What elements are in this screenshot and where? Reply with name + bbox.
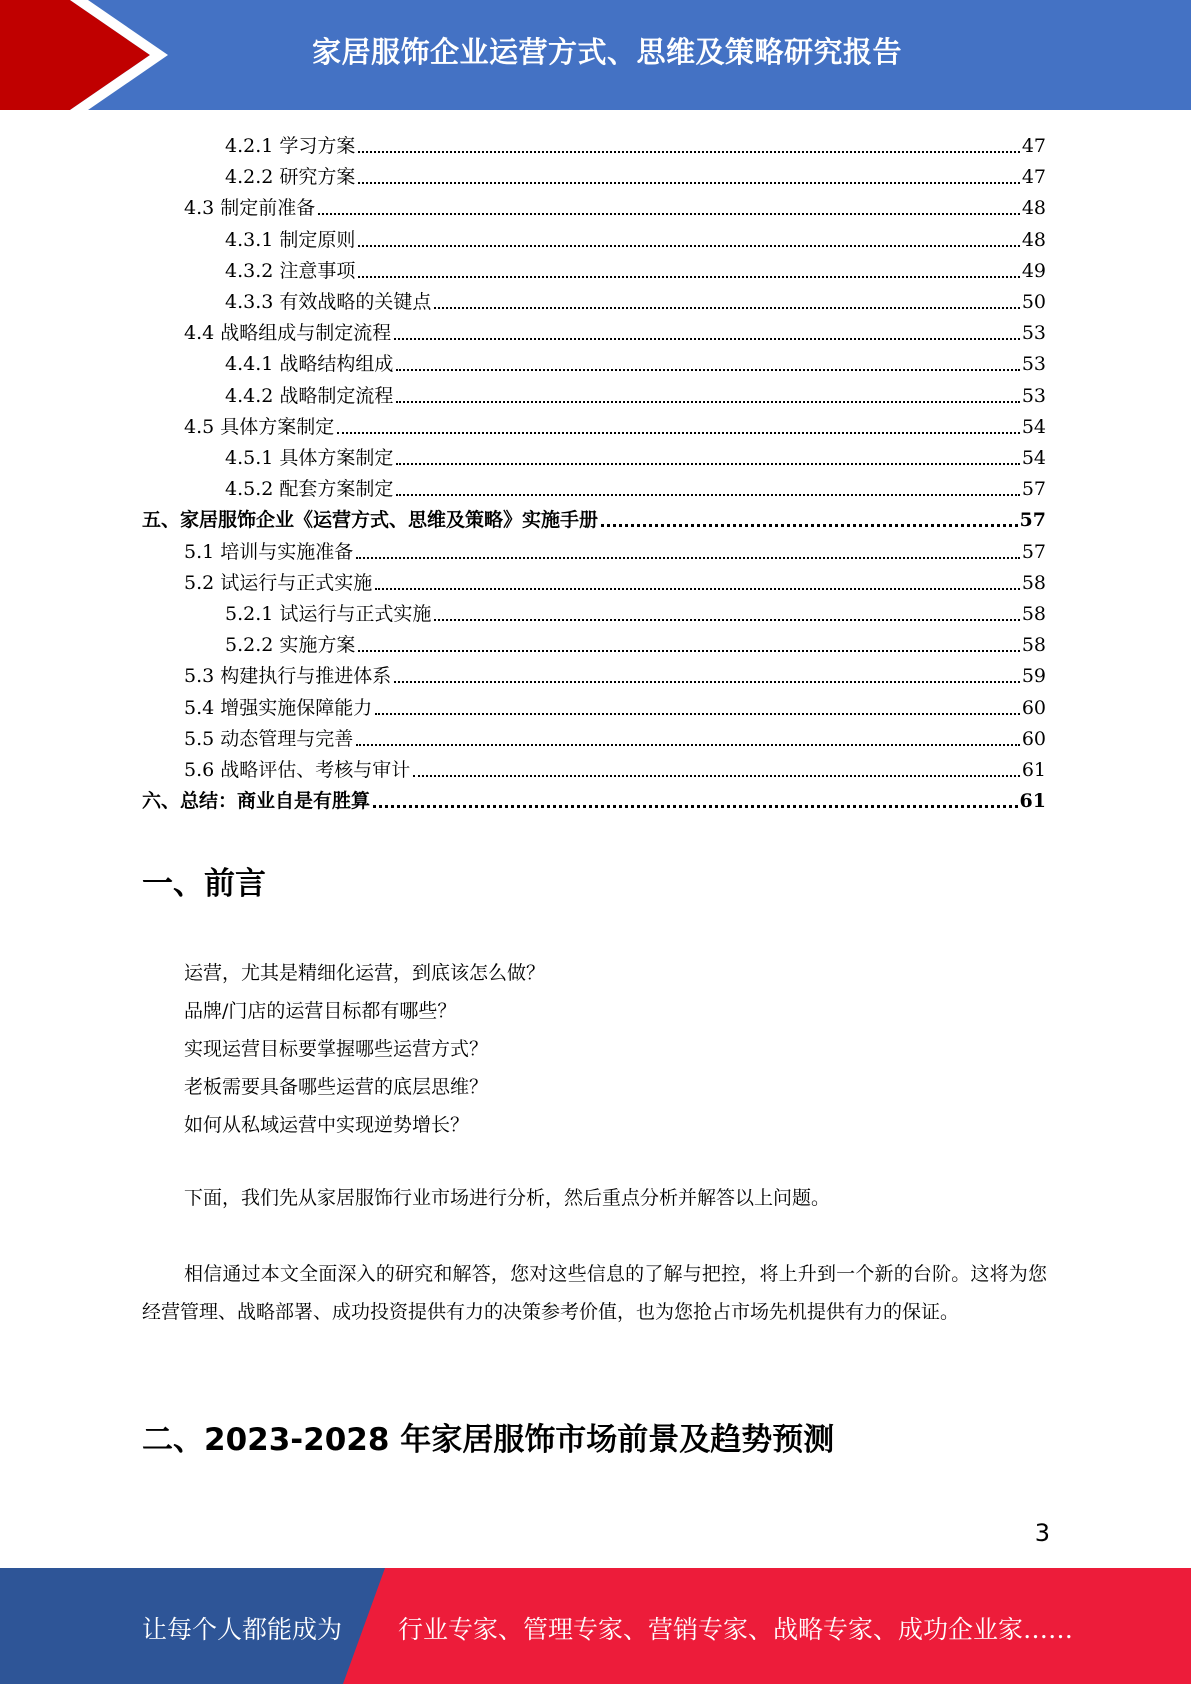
- toc-entry[interactable]: [184, 564, 1046, 595]
- toc-entry-page: 47: [1021, 166, 1046, 189]
- toc-dot-leader: [358, 245, 1019, 247]
- toc-entry-title: 4.5.1 具体方案制定: [225, 447, 394, 469]
- toc-entry-title: 5.5 动态管理与完善: [184, 727, 354, 750]
- header-banner: [0, 0, 1191, 110]
- toc-entry[interactable]: [142, 782, 1046, 813]
- toc-entry[interactable]: [225, 595, 1046, 626]
- footer-slogan-left: 让每个人都能成为: [142, 1615, 343, 1644]
- toc-entry[interactable]: [184, 314, 1046, 345]
- toc-dot-leader: [375, 713, 1020, 715]
- section-heading-market-forecast: 二、2023-2028 年家居服饰市场前景及趋势预测: [142, 1422, 835, 1458]
- toc-entry-page: 48: [1021, 197, 1046, 220]
- toc-entry-page: 48: [1021, 228, 1046, 251]
- toc-dot-leader: [358, 650, 1019, 652]
- toc-entry-page: 60: [1021, 727, 1046, 750]
- toc-entry-title: 4.3.2 注意事项: [225, 259, 356, 282]
- toc-entry-page: 53: [1021, 322, 1046, 345]
- toc-dot-leader: [396, 463, 1019, 465]
- toc-entry[interactable]: [184, 657, 1046, 688]
- toc-dot-leader: [413, 775, 1020, 777]
- toc-entry-page: 57: [1021, 478, 1046, 501]
- toc-entry-title: 5.2.2 实施方案: [225, 634, 356, 657]
- toc-entry-page: 49: [1021, 259, 1046, 282]
- toc-entry-title: 5.6 战略评估、考核与审计: [184, 759, 411, 781]
- toc-entry[interactable]: [184, 408, 1046, 439]
- toc-dot-leader: [356, 557, 1020, 559]
- toc-dot-leader: [318, 213, 1020, 215]
- toc-entry-page: 58: [1021, 571, 1046, 594]
- question-line: 老板需要具备哪些运营的底层思维？: [184, 1076, 489, 1098]
- toc-entry[interactable]: [184, 720, 1046, 751]
- toc-dot-leader: [356, 744, 1020, 746]
- toc-entry-title: 5.2.1 试运行与正式实施: [225, 603, 432, 625]
- toc-entry[interactable]: [184, 189, 1046, 220]
- toc-entry-title: 4.5 具体方案制定: [184, 415, 335, 438]
- toc-dot-leader: [358, 182, 1019, 184]
- toc-entry-title: 六、总结：商业自是有胜算: [142, 790, 371, 813]
- toc-entry[interactable]: [225, 252, 1046, 283]
- toc-dot-leader: [396, 401, 1019, 403]
- toc-entry-title: 4.4.1 战略结构组成: [225, 353, 394, 376]
- toc-entry-page: 57: [1019, 509, 1046, 532]
- toc-entry[interactable]: [225, 470, 1046, 501]
- body-paragraph: 相信通过本文全面深入的研究和解答，您对这些信息的了解与把控，将上升到一个新的台阶。这将为您经营管理、战略部署、成功投资提供有力的决策参考价值，也为您抢占市场先机提供有力的保证。: [142, 1263, 1047, 1323]
- toc-dot-leader: [358, 276, 1019, 278]
- toc-entry-page: 54: [1021, 447, 1046, 469]
- body-paragraph: 下面，我们先从家居服饰行业市场进行分析，然后重点分析并解答以上问题。: [184, 1187, 831, 1209]
- toc-dot-leader: [375, 588, 1020, 590]
- toc-entry[interactable]: [184, 533, 1046, 564]
- toc-entry[interactable]: [225, 626, 1046, 657]
- toc-entry-title: 5.4 增强实施保障能力: [184, 696, 373, 719]
- toc-entry-page: 53: [1021, 384, 1046, 407]
- toc-entry-title: 4.3 制定前准备: [184, 197, 316, 220]
- toc-entry-page: 61: [1021, 759, 1046, 781]
- toc-entry-title: 五、家居服饰企业《运营方式、思维及策略》实施手册: [142, 509, 599, 532]
- toc-dot-leader: [396, 494, 1019, 496]
- toc-dot-leader: [337, 432, 1020, 434]
- toc-entry-title: 5.2 试运行与正式实施: [184, 571, 373, 594]
- toc-entry-page: 50: [1021, 291, 1046, 313]
- toc-entry-page: 57: [1021, 540, 1046, 563]
- toc-entry-title: 5.3 构建执行与推进体系: [184, 665, 392, 688]
- toc-entry-page: 61: [1019, 790, 1046, 813]
- question-line: 实现运营目标要掌握哪些运营方式？: [184, 1038, 489, 1060]
- section-heading-preface: 一、前言: [142, 866, 266, 902]
- toc-entry-title: 4.3.3 有效战略的关键点: [225, 291, 432, 313]
- toc-entry-page: 47: [1021, 135, 1046, 157]
- toc-entry-page: 58: [1021, 634, 1046, 657]
- toc-entry-page: 59: [1021, 665, 1046, 688]
- toc-dot-leader: [434, 619, 1019, 621]
- page-number: 3: [1034, 1519, 1050, 1547]
- toc-entry[interactable]: [225, 158, 1046, 189]
- toc-entry-title: 4.3.1 制定原则: [225, 228, 356, 251]
- footer-banner: [0, 1568, 1191, 1684]
- toc-entry-page: 54: [1021, 415, 1046, 438]
- toc-entry-title: 4.5.2 配套方案制定: [225, 478, 394, 501]
- toc-entry-title: 5.1 培训与实施准备: [184, 540, 354, 563]
- toc-entry[interactable]: [225, 377, 1046, 408]
- toc-entry[interactable]: [225, 127, 1046, 158]
- header-title: 家居服饰企业运营方式、思维及策略研究报告: [311, 35, 902, 69]
- toc-entry[interactable]: [142, 501, 1046, 532]
- question-line: 品牌/门店的运营目标都有哪些？: [184, 1000, 457, 1022]
- toc-entry-title: 4.2.1 学习方案: [225, 135, 356, 157]
- toc-dot-leader: [358, 151, 1019, 153]
- question-line: 如何从私域运营中实现逆势增长？: [184, 1114, 470, 1136]
- question-line: 运营，尤其是精细化运营，到底该怎么做？: [184, 962, 546, 984]
- toc-entry[interactable]: [225, 345, 1046, 376]
- toc-entry[interactable]: [225, 283, 1046, 314]
- toc-dot-leader: [373, 805, 1018, 808]
- toc-entry-title: 4.2.2 研究方案: [225, 166, 356, 189]
- toc-entry-page: 53: [1021, 353, 1046, 376]
- toc-entry-page: 60: [1021, 696, 1046, 719]
- toc-dot-leader: [434, 307, 1019, 309]
- toc-dot-leader: [601, 524, 1018, 527]
- toc-entry[interactable]: [225, 439, 1046, 470]
- footer-slogan-right: 行业专家、管理专家、营销专家、战略专家、成功企业家……: [398, 1615, 1074, 1644]
- toc-entry-page: 58: [1021, 603, 1046, 625]
- toc-entry-title: 4.4 战略组成与制定流程: [184, 322, 392, 345]
- toc-entry[interactable]: [225, 221, 1046, 252]
- toc-entry[interactable]: [184, 751, 1046, 782]
- toc-dot-leader: [394, 681, 1020, 683]
- toc-entry[interactable]: [184, 689, 1046, 720]
- toc-dot-leader: [394, 338, 1020, 340]
- toc-entry-title: 4.4.2 战略制定流程: [225, 384, 394, 407]
- toc-dot-leader: [396, 369, 1019, 371]
